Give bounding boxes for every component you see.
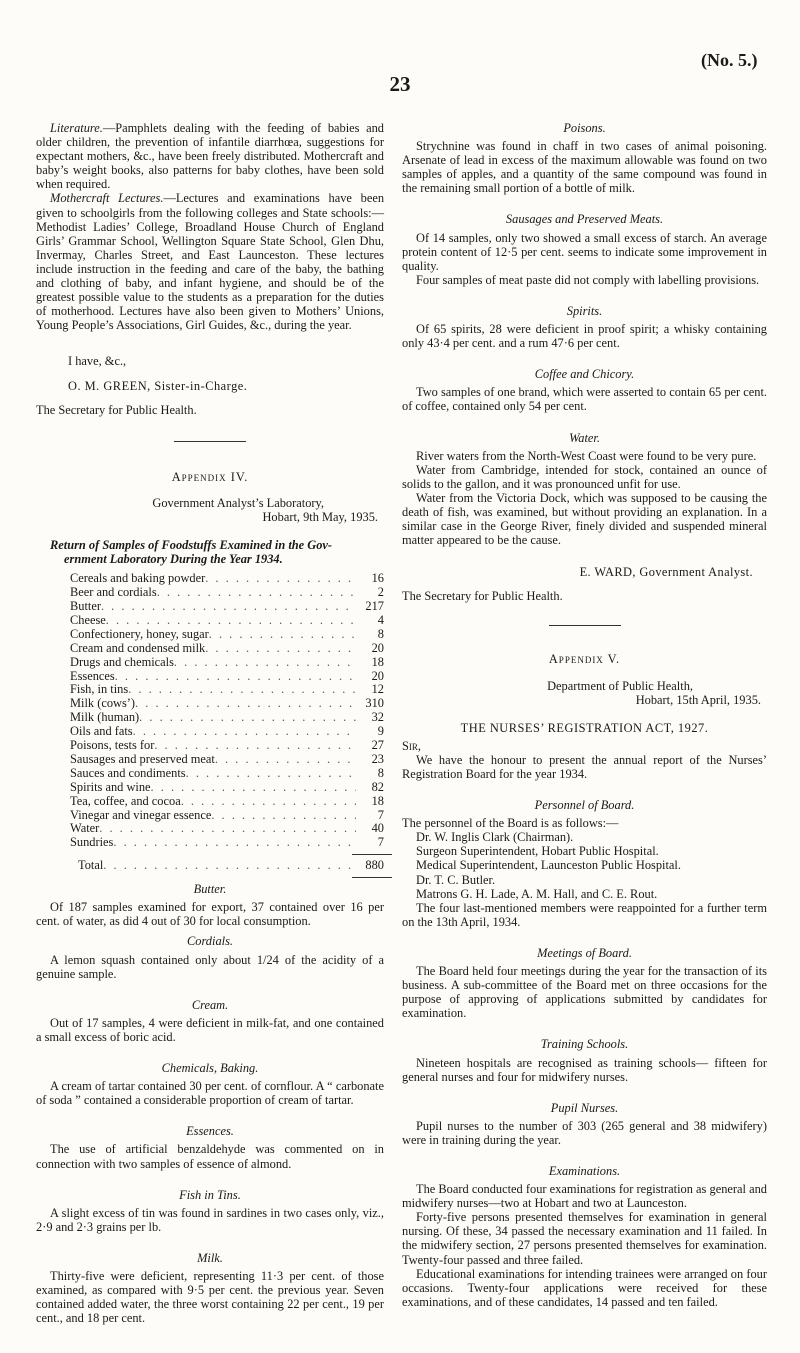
table-row <box>70 767 384 781</box>
table-row <box>70 725 384 739</box>
sample-category: Vinegar and vinegar essence <box>70 808 212 822</box>
leader-dots <box>181 795 356 809</box>
sample-count: 7 <box>377 808 384 822</box>
table-row <box>70 739 384 753</box>
leader-dots <box>135 697 356 711</box>
pupil-text: Pupil nurses to the number of 303 (265 general and 38 midwifery) were in training during the year. <box>402 1118 767 1147</box>
table-row <box>70 683 384 697</box>
coffee-heading: Coffee and Chicory. <box>534 367 635 382</box>
table-row <box>70 670 384 684</box>
table-row <box>70 656 384 670</box>
list-item: Dr. W. Inglis Clark (Chairman). <box>416 830 574 845</box>
samples-table <box>70 572 384 850</box>
sample-category: Fish, in tins <box>70 683 129 697</box>
document-number: (No. 5.) <box>701 50 758 70</box>
sausages-text-1: Of 14 samples, only two showed a small excess of starch. An average protein content of 12·5 per cent. seems to indicate some improvement in quality. <box>402 230 767 273</box>
training-heading: Training Schools. <box>540 1037 629 1052</box>
cream-heading: Cream. <box>191 997 229 1012</box>
sample-category: Drugs and chemicals <box>70 655 174 669</box>
butter-text: Of 187 samples examined for export, 37 contained over 16 per cent. of water, as did 4 out of 30 for local consumption. <box>36 900 384 929</box>
leader-dots <box>205 642 356 656</box>
table-row <box>70 586 384 600</box>
list-item: Surgeon Superintendent, Hobart Public Hospital. <box>416 844 659 859</box>
sample-category: Poisons, tests for <box>70 739 155 753</box>
signature-name: O. M. GREEN, Sister-in-Charge. <box>68 378 248 393</box>
literature-text: —Pamphlets dealing with the feeding of babies and older children, the prevention of infantile diarrhœa, suggestions for expectant mothers, &c., have been freely distributed. Mothercraft and baby’s weight books, also patterns for baby clothes, have been sold when required. <box>36 121 384 192</box>
sample-count: 18 <box>371 794 384 808</box>
sample-category: Sundries <box>70 836 114 850</box>
sample-count: 32 <box>371 711 384 725</box>
table-row <box>70 711 384 725</box>
examinations-text-3: Educational examinations for intending trainees were arranged on four occasions. Twenty-four applications were received for these examinations, and of these candidates, 14 passed and ten failed. <box>402 1266 767 1309</box>
section-divider-right <box>549 625 621 626</box>
sample-count: 40 <box>371 822 384 836</box>
sample-category: Sauces and condiments <box>70 766 186 780</box>
leader-dots <box>174 656 356 670</box>
table-row <box>70 614 384 628</box>
table-row <box>70 822 384 836</box>
table-row <box>70 697 384 711</box>
fish-heading: Fish in Tins. <box>179 1187 241 1202</box>
water-text-1: River waters from the North-West Coast were found to be very pure. <box>416 448 757 463</box>
appendix-iv-title: Appendix IV. <box>171 469 249 484</box>
leader-dots <box>139 711 356 725</box>
sample-category: Sausages and preserved meat <box>70 752 215 766</box>
leader-dots <box>205 572 356 586</box>
sample-count: 16 <box>371 572 384 586</box>
mothercraft-label: Mothercraft Lectures. <box>50 191 164 206</box>
poisons-text: Strychnine was found in chaff in two cases of animal poisoning. Arsenate of lead in excess of the maximum allowable was found on two samples of apples, and a quantity of the same compound was found in the remaining small portion of a bottle of milk. <box>402 139 767 196</box>
butter-heading: Butter. <box>193 882 227 897</box>
training-text: Nineteen hospitals are recognised as training schools— fifteen for general nurses and four for midwifery nurses. <box>402 1055 767 1084</box>
milk-text: Thirty-five were deficient, representing 11·3 per cent. of those examined, as compared with 9·5 per cent. the previous year. Seven contained added water, the three worst containing 22 per cent., 19 per cent., and 18 per cent. <box>36 1268 384 1326</box>
table-row <box>70 642 384 656</box>
sample-count: 82 <box>371 780 384 794</box>
leader-dots <box>154 739 356 753</box>
chemicals-heading: Chemicals, Baking. <box>161 1061 259 1076</box>
coffee-text: Two samples of one brand, which were asserted to contain 65 per cent. of coffee, contained only 54 per cent. <box>402 385 767 414</box>
sample-category: Confectionery, honey, sugar <box>70 627 209 641</box>
essences-heading: Essences. <box>186 1124 234 1139</box>
water-text-2: Water from Cambridge, intended for stock, contained an ounce of solids to the gallon, and it was pronounced unfit for use. <box>402 462 767 491</box>
sample-count: 4 <box>377 613 384 627</box>
sample-count: 23 <box>371 752 384 766</box>
leader-dots <box>115 670 356 684</box>
total-row <box>36 859 384 873</box>
right-column <box>402 121 767 1309</box>
essences-text: The use of artificial benzaldehyde was commented on in connection with two samples of essence of almond. <box>36 1142 384 1171</box>
table-row <box>70 809 384 823</box>
sample-category: Beer and cordials <box>70 586 157 600</box>
leader-dots <box>113 836 356 850</box>
spirits-heading: Spirits. <box>566 303 603 318</box>
return-title <box>36 538 384 566</box>
sample-category: Spirits and wine <box>70 780 151 794</box>
chemicals-text: A cream of tartar contained 30 per cent. of cornflour. A “ carbonate of soda ” contained a considerable proportion of cream of tartar. <box>36 1079 384 1108</box>
personnel-heading: Personnel of Board. <box>534 798 635 813</box>
analyst-signature: E. WARD, Government Analyst. <box>579 565 753 580</box>
fish-text: A slight excess of tin was found in sardines in two cases only, viz., 2·9 and 2·3 grains per lb. <box>36 1205 384 1234</box>
table-row <box>70 836 384 850</box>
sample-count: 27 <box>371 739 384 753</box>
examinations-text-2: Forty-five persons presented themselves for examination in general nursing. Of these, 34 passed the necessary examination and 11 failed. In the midwifery section, 27 persons presented themselves for examination. Twenty-four passed and three failed. <box>402 1210 767 1267</box>
examinations-heading: Examinations. <box>548 1163 621 1178</box>
leader-dots <box>106 614 356 628</box>
section-divider <box>174 441 246 442</box>
sample-category: Milk (human) <box>70 711 140 725</box>
appendix-v-title: Appendix V. <box>548 652 621 667</box>
return-title-line-2: ernment Laboratory During the Year 1934. <box>64 552 283 567</box>
cream-text: Out of 17 samples, 4 were deficient in milk-fat, and one contained a small excess of boric acid. <box>36 1015 384 1044</box>
mothercraft-paragraph <box>36 191 384 332</box>
poisons-heading: Poisons. <box>563 121 606 135</box>
sample-count: 20 <box>371 641 384 655</box>
sample-count: 8 <box>377 627 384 641</box>
water-text-3: Water from the Victoria Dock, which was supposed to be causing the death of fish, was examined, but without providing an explanation. In a similar case in the George River, finely divided and suspended mineral matter appeared to be the cause. <box>402 490 767 548</box>
table-row <box>70 753 384 767</box>
leader-dots <box>151 781 356 795</box>
sample-category: Oils and fats <box>70 725 133 739</box>
cordials-heading: Cordials. <box>186 934 234 949</box>
spirits-text: Of 65 spirits, 28 were deficient in proof spirit; a whisky containing only 43·4 per cent. and a rum 47·6 per cent. <box>402 322 767 351</box>
table-row <box>70 600 384 614</box>
leader-dots <box>186 767 356 781</box>
water-heading: Water. <box>569 430 600 445</box>
total-rule-bottom <box>352 877 392 878</box>
examinations-text-1: The Board conducted four examinations for registration as general and midwifery nurses—two at Hobart and two at Launceston. <box>402 1182 767 1211</box>
sample-category: Cream and condensed milk <box>70 641 206 655</box>
leader-dots <box>215 753 356 767</box>
sample-count: 217 <box>365 599 384 613</box>
table-row <box>70 572 384 586</box>
sample-category: Tea, coffee, and cocoa <box>70 794 181 808</box>
sample-category: Cereals and baking powder <box>70 572 206 586</box>
intro-text: We have the honour to present the annual report of the Nurses’ Registration Board for the year 1934. <box>402 752 767 781</box>
cordials-text: A lemon squash contained only about 1/24 of the acidity of a genuine sample. <box>36 952 384 981</box>
return-title-line-1: Return of Samples of Foodstuffs Examined in the Gov- <box>50 537 333 552</box>
address-line-2: Hobart, 9th May, 1935. <box>262 509 378 524</box>
page-number: 23 <box>389 72 411 96</box>
leader-dots <box>99 822 356 836</box>
personnel-intro: The personnel of the Board is as follows:— <box>402 816 619 831</box>
table-row <box>70 781 384 795</box>
pupil-heading: Pupil Nurses. <box>550 1100 619 1115</box>
literature-label: Literature. <box>50 121 103 135</box>
meetings-text: The Board held four meetings during the year for the transaction of its business. A sub-committee of the Board met on three occasions for the purpose of approving of applications submitted by candidates for examination. <box>402 964 767 1021</box>
left-column <box>36 121 384 1325</box>
total-label: Total <box>78 859 104 873</box>
sample-count: 18 <box>371 655 384 669</box>
sample-category: Essences <box>70 669 115 683</box>
sample-count: 9 <box>377 725 384 739</box>
sample-count: 12 <box>371 683 384 697</box>
total-rule <box>352 854 392 855</box>
signature-closing: I have, &c., <box>68 354 127 369</box>
sample-count: 2 <box>377 586 384 600</box>
sample-count: 7 <box>377 836 384 850</box>
sample-count: 310 <box>365 697 384 711</box>
sample-category: Milk (cows’) <box>70 697 136 711</box>
table-row <box>70 628 384 642</box>
salutation: Sir, <box>402 738 421 753</box>
mothercraft-text: —Lectures and examinations have been given to schoolgirls from the following colleges and State schools:—Methodist Ladies’ College, Broadland House Church of England Girls’ Grammar School, Wellington Square State School, Glen Dhu, Invermay, Charles Street, and East Launceston. These lectures include instruction in the feeding and care of the baby, the bathing and clothing of baby, and infant hygiene, and should be of the greatest possible value to the students as a preparation for the duties of motherhood. Lectures have also been given to Mothers’ Unions, Young People’s Associations, Girl Guides, &c., during the year. <box>36 191 385 333</box>
sample-category: Cheese <box>70 613 106 627</box>
sample-count: 20 <box>371 669 384 683</box>
total-value: 880 <box>365 859 384 873</box>
leader-dots <box>211 809 356 823</box>
dept-address-line-2: Hobart, 15th April, 1935. <box>635 692 761 707</box>
literature-paragraph <box>36 121 384 191</box>
sample-category: Butter <box>70 599 101 613</box>
analyst-recipient: The Secretary for Public Health. <box>402 589 563 604</box>
list-item: Matrons G. H. Lade, A. M. Hall, and C. E. Rout. <box>416 886 658 901</box>
leader-dots <box>209 628 356 642</box>
personnel-text: The four last-mentioned members were reappointed for a further term on the 13th April, 1934. <box>402 900 767 929</box>
sausages-text-2: Four samples of meat paste did not comply with labelling provisions. <box>416 272 760 287</box>
address-line-1: Government Analyst’s Laboratory, <box>152 495 324 510</box>
dept-address-line-1: Department of Public Health, <box>547 678 693 693</box>
leader-dots <box>128 683 356 697</box>
sausages-heading: Sausages and Preserved Meats. <box>505 212 664 227</box>
leader-dots <box>101 600 356 614</box>
milk-heading: Milk. <box>197 1250 223 1265</box>
act-title: THE NURSES’ REGISTRATION ACT, 1927. <box>460 720 709 735</box>
signature-recipient: The Secretary for Public Health. <box>36 402 197 417</box>
table-row <box>70 795 384 809</box>
leader-dots <box>157 586 356 600</box>
list-item: Dr. T. C. Butler. <box>416 872 496 887</box>
sample-category: Water <box>70 822 100 836</box>
members-list <box>402 830 767 900</box>
list-item: Medical Superintendent, Launceston Public Hospital. <box>416 858 681 873</box>
sample-count: 8 <box>377 766 384 780</box>
leader-dots <box>133 725 356 739</box>
meetings-heading: Meetings of Board. <box>537 945 632 960</box>
